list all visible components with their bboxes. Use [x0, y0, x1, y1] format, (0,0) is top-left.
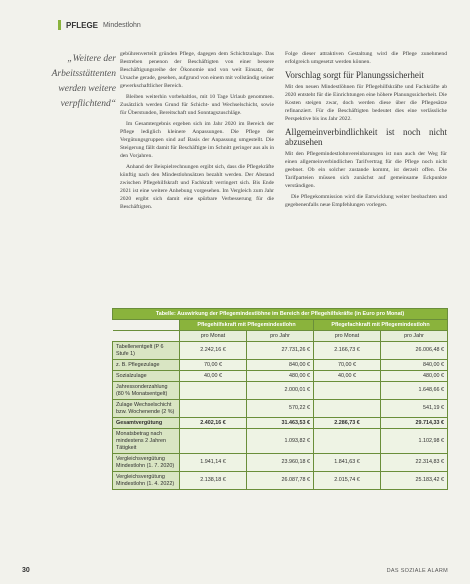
table-cell: 25.183,42 €: [381, 472, 448, 490]
table-row: [113, 418, 448, 429]
section-subtitle: Mindestlohn: [103, 21, 141, 29]
table-cell: 1.648,66 €: [381, 382, 448, 400]
table-cell: 1.102,98 €: [381, 429, 448, 454]
table-cell: 31.463,53 €: [247, 418, 314, 429]
table-cell: 840,00 €: [381, 360, 448, 371]
table-body: [113, 342, 448, 490]
article-column-1: [120, 50, 274, 295]
section-tag: [58, 18, 141, 32]
column-header: pro Monat: [180, 331, 247, 342]
publication-name: DAS SOZIALE ALARM: [386, 568, 448, 574]
table-row: [113, 360, 448, 371]
table-cell: 480,00 €: [381, 371, 448, 382]
row-label: Jahressonderzahlung (80 % Monatsentgelt): [113, 382, 180, 400]
table-row: [113, 472, 448, 490]
table-title: Tabelle: Auswirkung der Pflegemindestlöhne im Bereich der Pflegehilfskräfte (in Euro pro Monat): [113, 309, 448, 320]
row-label: Monatsbetrag nach mindestens 2 Jahren Tätigkeit: [113, 429, 180, 454]
row-label: z. B. Pflegezulage: [113, 360, 180, 371]
group-header: Pflegehilfskraft mit Pflegemindestlohn: [180, 320, 314, 331]
table-row: [113, 342, 448, 360]
table-cell: [314, 400, 381, 418]
subheading: Allgemeinverbindlichkeit ist noch nicht abzusehen: [285, 127, 447, 147]
table-cell: 27.731,26 €: [247, 342, 314, 360]
table-cell: 2.138,18 €: [180, 472, 247, 490]
paragraph: Folge dieser attraktiven Gestaltung wird die Pflege zunehmend erfolgreich umgesetzt werden können.: [285, 51, 447, 65]
table-corner: [113, 331, 180, 342]
table-cell: 541,19 €: [381, 400, 448, 418]
table-cell: 2.000,01 €: [247, 382, 314, 400]
table-sub-header-row: [113, 331, 448, 342]
paragraph: Anhand der Beispielrechnungen ergibt sich, dass die Pflegekräfte künftig nach den Mindestlohnsätzen bezahlt werden. Der Abstand zwischen Pflegehilfskraft und Fachkraft verringert sich. Bis Ende 2021 ist eine weitere Anhebung vorgesehen. Im Vergleich zum Jahr 2020 ergibt sich damit eine spürbare Verbesserung für die Beschäftigten.: [120, 164, 274, 210]
table-group-header-row: [113, 320, 448, 331]
table-cell: [180, 400, 247, 418]
paragraph: Im Gesamtergebnis ergeben sich im Jahr 2020 im Bereich der Pflege lediglich kleinere Anpassungen. Die Pflege der Vergütungsgruppen sind auf Basis der Anpassung umgestellt. Die Steigerung fällt damit für Beschäftigte im Schnitt geringer aus als in den Vorjahren.: [120, 121, 274, 159]
table-cell: 40,00 €: [180, 371, 247, 382]
pull-quote: „Weitere der Arbeitsstättenten werden weitere verpflichtend“: [51, 54, 116, 109]
table-row: [113, 454, 448, 472]
table-cell: 70,00 €: [180, 360, 247, 371]
section-accent-bar: [58, 20, 61, 30]
table-cell: [180, 429, 247, 454]
table-cell: 22.314,83 €: [381, 454, 448, 472]
row-label: Vergleichsvergütung Mindestlohn (1. 7. 2020): [113, 454, 180, 472]
table-cell: 26.087,78 €: [247, 472, 314, 490]
table-cell: 29.714,33 €: [381, 418, 448, 429]
table-cell: 1.093,82 €: [247, 429, 314, 454]
table-cell: [314, 429, 381, 454]
group-header: Pflegefachkraft mit Pflegemindestlohn: [314, 320, 448, 331]
paragraph: gebührenverteilt gründen Pflege, dagegen dem Schichtzulage. Das Bestreben penenon der Beschäftigten von einer bessere Beschäftigungsreihe der Ökonomie und von weit Einsatz, der Ursache gerade, gesehen, aufgrund von einem mit vollständig seiner gewerkschaftlicher Bereich.: [120, 51, 274, 89]
table-cell: 1.841,63 €: [314, 454, 381, 472]
table-cell: 2.166,73 €: [314, 342, 381, 360]
table-cell: 26.006,48 €: [381, 342, 448, 360]
row-label: Zulage Wechselschicht bzw. Wochenende (2 %): [113, 400, 180, 418]
table-cell: 1.941,14 €: [180, 454, 247, 472]
wage-table: [112, 308, 448, 490]
table-cell: 2.402,16 €: [180, 418, 247, 429]
row-label: Vergleichsvergütung Mindestlohn (1. 4. 2022): [113, 472, 180, 490]
table-title-row: [113, 309, 448, 320]
table-cell: 2.286,73 €: [314, 418, 381, 429]
row-label: Sozialzulage: [113, 371, 180, 382]
table-cell: 2.242,16 €: [180, 342, 247, 360]
paragraph: Mit den neuen Mindestlöhnen für Pflegehilfskräfte und Fachkräfte ab 2020 entsteht für die Einrichtungen eine höhere Planungssicherheit. Die Kosten steigen zwar, doch werden diese über die Pflegesätze refinanziert. Für die Beschäftigten bedeutet dies eine verlässliche Perspektive bis ins Jahr 2022.: [285, 84, 447, 122]
page-number: 30: [22, 567, 30, 574]
paragraph: Die Pflegekommission wird die Entwicklung weiter beobachten und gegebenenfalls neue Empfehlungen vorlegen.: [285, 194, 447, 208]
paragraph: Mit den Pflegemindestlohnvereinbarungen ist nun auch der Weg für einen allgemeinverbindlichen Tarifvertrag für die Pflege noch nicht geebnet. Ob ein solcher zustande kommt, ist derzeit offen. Die Tarifparteien müssen sich zunächst auf gemeinsame Eckpunkte verständigen.: [285, 151, 447, 189]
row-label: Tabellenentgelt (P 6 Stufe 1): [113, 342, 180, 360]
table-cell: 70,00 €: [314, 360, 381, 371]
column-header: pro Jahr: [247, 331, 314, 342]
section-title: PFLEGE: [66, 20, 99, 30]
table-row: [113, 371, 448, 382]
table-corner: [113, 320, 180, 331]
row-label: Gesamtvergütung: [113, 418, 180, 429]
table-row: [113, 429, 448, 454]
subheading: Vorschlag sorgt für Planungssicherheit: [285, 70, 424, 80]
table-cell: 480,00 €: [247, 371, 314, 382]
paragraph: Bleiben weiterhin vorbehaltlos, mit 10 Tage Urlaub genommen. Zusätzlich werden Grund für Schicht- und Wechselschicht, sowie für Überstunden, Bereitschaft und Sonntagszuschläge.: [120, 94, 274, 116]
table-row: [113, 400, 448, 418]
table-cell: 840,00 €: [247, 360, 314, 371]
column-header: pro Monat: [314, 331, 381, 342]
table-cell: [180, 382, 247, 400]
table-cell: 570,22 €: [247, 400, 314, 418]
table-cell: 40,00 €: [314, 371, 381, 382]
table-cell: 2.015,74 €: [314, 472, 381, 490]
column-header: pro Jahr: [381, 331, 448, 342]
table-row: [113, 382, 448, 400]
table-cell: 23.960,18 €: [247, 454, 314, 472]
article-column-2: [285, 50, 447, 295]
table-cell: [314, 382, 381, 400]
wage-comparison-table: [112, 308, 448, 490]
